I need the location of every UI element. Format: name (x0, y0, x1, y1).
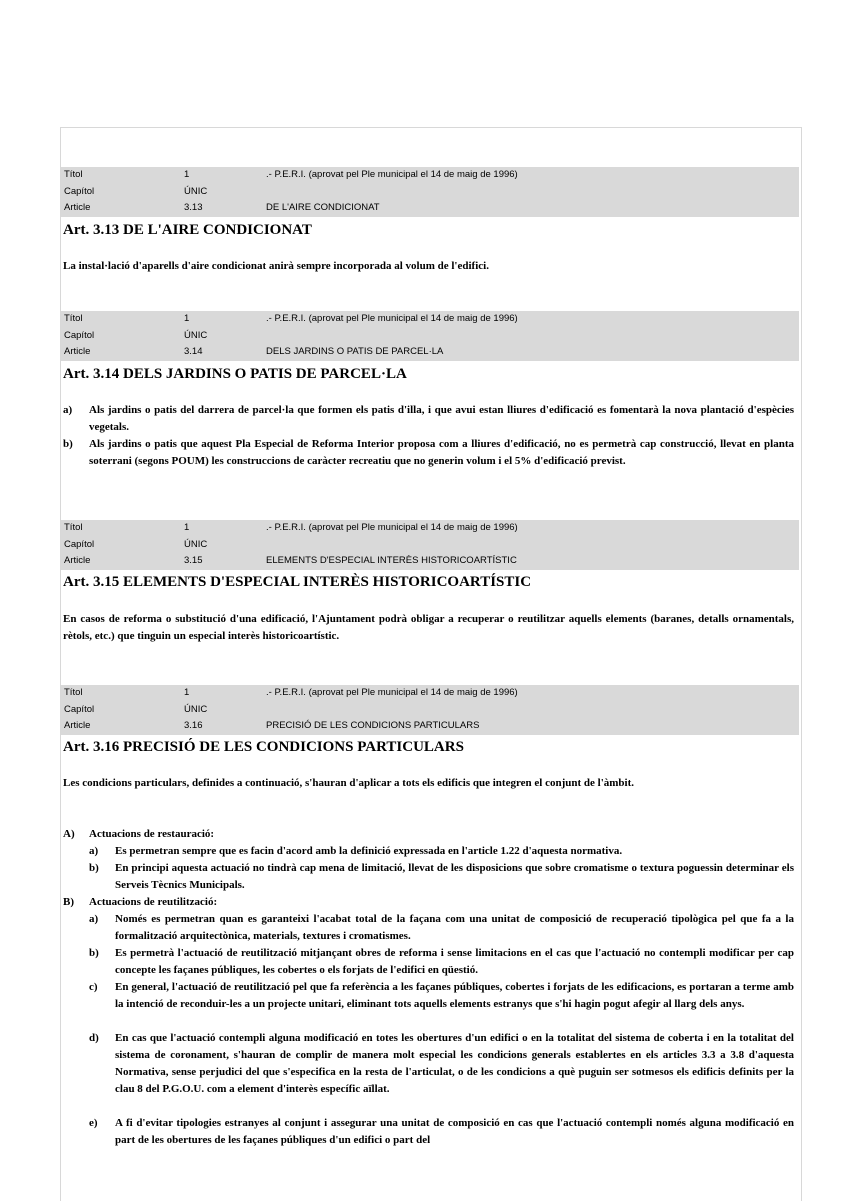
meta-row-titol (61, 520, 799, 537)
list-item: Es permetran sempre que es facin d'acord amb la definició expressada en l'article 1.22 d'aquesta normativa. (115, 845, 623, 857)
meta-label: Títol (64, 313, 83, 324)
article-meta-table (61, 167, 799, 217)
meta-label: Article (64, 202, 91, 213)
article-body: Les condicions particulars, definides a continuació, s'hauran d'aplicar a tots els edificis que integren el conjunt de l'àmbit. (63, 777, 635, 789)
meta-value: ÚNIC (184, 538, 208, 550)
meta-row-article (61, 718, 799, 735)
meta-label: Capítol (64, 538, 95, 550)
article-meta-table (61, 520, 799, 570)
meta-text: DELS JARDINS O PATIS DE PARCEL·LA (266, 346, 444, 357)
list-item: Als jardins o patis del darrera de parcel·la que formen els patis d'illa, i que avui estan lliures d'edificació es fomentarà la nova plantació d'espècies vegetals. (89, 404, 794, 433)
meta-value: ÚNIC (184, 329, 208, 341)
meta-value: 1 (184, 313, 190, 324)
item-label: e) (89, 1117, 98, 1129)
meta-text: .- P.E.R.I. (aprovat pel Ple municipal el 14 de maig de 1996) (266, 522, 518, 533)
meta-row-capitol (61, 702, 799, 719)
item-label: a) (63, 404, 73, 416)
item-label: b) (63, 438, 73, 450)
meta-row-article (61, 344, 799, 361)
meta-value: 1 (184, 522, 190, 533)
article-heading: Art. 3.14 DELS JARDINS O PATIS DE PARCEL·LA (63, 366, 407, 382)
meta-label: Article (64, 720, 91, 731)
meta-row-capitol (61, 184, 799, 201)
meta-text: DE L'AIRE CONDICIONAT (266, 202, 380, 213)
meta-value: 1 (184, 169, 190, 180)
meta-value: ÚNIC (184, 185, 208, 197)
meta-label: Article (64, 346, 91, 357)
item-label: d) (89, 1032, 99, 1044)
meta-value: 3.16 (184, 720, 203, 731)
meta-row-capitol (61, 537, 799, 554)
meta-label: Capítol (64, 703, 95, 715)
meta-text: .- P.E.R.I. (aprovat pel Ple municipal el 14 de maig de 1996) (266, 687, 518, 698)
article-body: La instal·lació d'aparells d'aire condicionat anirà sempre incorporada al volum de l'edifici. (63, 260, 489, 272)
meta-value: ÚNIC (184, 703, 208, 715)
meta-row-article (61, 553, 799, 570)
article-meta-table (61, 311, 799, 361)
meta-value: 3.13 (184, 202, 203, 213)
meta-row-titol (61, 685, 799, 702)
item-label: a) (89, 913, 99, 925)
meta-row-titol (61, 311, 799, 328)
group-label: A) (63, 828, 75, 840)
list-item: Es permetrà l'actuació de reutilització mitjançant obres de reforma i sense limitacions en el cas que l'actuació no contempli modificar per cap concepte les façanes públiques, les cobertes o els forjats de l'edifici en qüestió. (115, 947, 794, 976)
meta-value: 1 (184, 687, 190, 698)
meta-text: .- P.E.R.I. (aprovat pel Ple municipal el 14 de maig de 1996) (266, 169, 518, 180)
article-heading: Art. 3.16 PRECISIÓ DE LES CONDICIONS PARTICULARS (63, 739, 464, 755)
item-label: a) (89, 845, 99, 857)
list-item: En cas que l'actuació contempli alguna modificació en totes les obertures d'un edifici o en la totalitat del sistema de coberta i en la totalitat del sistema de coronament, s'hauran de complir de manera molt especial les condicions generals establertes en els articles 3.3 a 3.8 d'aquesta Normativa, sense perjudici del que s'especifica en la resta de l'articulat, o de les condicions a què puguin ser sotmesos els edificis definits per la clau 8 del P.G.O.U. com a element d'interès específic aïllat. (115, 1032, 794, 1095)
meta-row-article (61, 200, 799, 217)
meta-text: .- P.E.R.I. (aprovat pel Ple municipal el 14 de maig de 1996) (266, 313, 518, 324)
meta-text: ELEMENTS D'ESPECIAL INTERÈS HISTORICOARTÍSTIC (266, 555, 517, 566)
group-title: Actuacions de reutilització: (89, 896, 218, 908)
article-heading: Art. 3.13 DE L'AIRE CONDICIONAT (63, 222, 312, 238)
meta-value: 3.14 (184, 346, 203, 357)
list-item: Només es permetran quan es garanteixi l'acabat total de la façana com una unitat de composició de recuperació tipològica pel que fa a la formalització arquitectònica, materials, textures i cromatismes. (115, 913, 794, 942)
meta-label: Títol (64, 687, 83, 698)
meta-label: Capítol (64, 185, 95, 197)
group-label: B) (63, 896, 74, 908)
item-label: c) (89, 981, 98, 993)
article-heading: Art. 3.15 ELEMENTS D'ESPECIAL INTERÈS HISTORICOARTÍSTIC (63, 574, 532, 590)
item-label: b) (89, 862, 99, 874)
meta-label: Títol (64, 169, 83, 180)
list-item: En principi aquesta actuació no tindrà cap mena de limitació, llevat de les disposicions que sobre cromatisme o textura poguessin determinar els Serveis Tècnics Municipals. (115, 862, 794, 891)
meta-label: Títol (64, 522, 83, 533)
meta-value: 3.15 (184, 555, 203, 566)
list-item: En general, l'actuació de reutilització pel que fa referència a les façanes públiques, cobertes i forjats de les edificacions, es portaran a terme amb la intenció de reconduir-les a un projecte unitari, eliminant tots aquells elements estranys que s'hi hagin pogut afegir al llarg dels anys. (115, 981, 794, 1010)
meta-label: Capítol (64, 329, 95, 341)
article-meta-table (61, 685, 799, 735)
meta-text: PRECISIÓ DE LES CONDICIONS PARTICULARS (266, 720, 480, 731)
meta-row-titol (61, 167, 799, 184)
list-item: Als jardins o patis que aquest Pla Especial de Reforma Interior proposa com a lliures d'edificació, no es permetrà cap construcció, llevat en planta soterrani (segons POUM) les construccions de caràcter recreatiu que no generin volum i el 5% d'edificació previst. (89, 438, 794, 467)
item-label: b) (89, 947, 99, 959)
article-body: En casos de reforma o substitució d'una edificació, l'Ajuntament podrà obligar a recuperar o reutilitzar aquells elements (baranes, detalls ornamentals, rètols, etc.) que tinguin un especial interès historicoartístic. (63, 613, 794, 642)
list-item: A fi d'evitar tipologies estranyes al conjunt i assegurar una unitat de composició en cas que l'actuació contempli només alguna modificació en part de les obertures de les façanes públiques d'un edifici o part del (115, 1117, 794, 1146)
meta-row-capitol (61, 328, 799, 345)
meta-label: Article (64, 555, 91, 566)
group-title: Actuacions de restauració: (89, 828, 215, 840)
